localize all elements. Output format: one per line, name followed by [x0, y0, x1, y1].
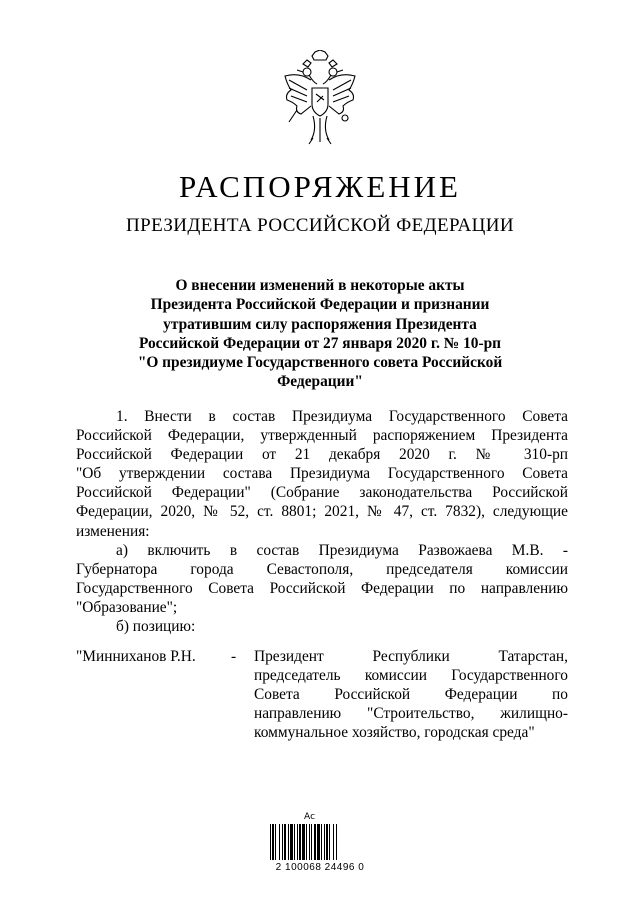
barcode-bar — [324, 824, 325, 860]
position-desc-line: председатель комиссии Государственного — [254, 667, 568, 685]
barcode-bar — [321, 824, 322, 860]
barcode-bar — [336, 824, 337, 860]
heading-line: "О президиуме Государственного совета Российской — [137, 354, 503, 372]
body-line: Федерации, 2020, № 52, ст. 8801; 2021, № 47, ст. 7832), следующие — [76, 503, 568, 521]
heading-line: Президента Российской Федерации и признании — [150, 296, 490, 314]
position-desc-line: коммунальное хозяйство, городская среда" — [254, 724, 535, 742]
barcode-bar — [302, 824, 305, 860]
body-line: Губернатора города Севастополя, председателя комиссии — [76, 560, 568, 578]
barcode-bar — [333, 824, 334, 860]
barcode-bar — [297, 824, 298, 860]
barcode-icon — [268, 824, 372, 860]
russian-coat-of-arms-icon — [281, 50, 359, 146]
document-title: РАСПОРЯЖЕНИЕ — [179, 169, 461, 204]
position-description — [254, 647, 568, 742]
document-subtitle: ПРЕЗИДЕНТА РОССИЙСКОЙ ФЕДЕРАЦИИ — [126, 215, 514, 236]
barcode-bar — [314, 824, 316, 860]
barcode-bar — [309, 824, 310, 860]
body-line: б) позицию: — [116, 618, 196, 636]
barcode-bar — [272, 824, 274, 860]
barcode-bar — [317, 824, 320, 860]
body-line: 1. Внести в состав Президиума Государственного Совета — [116, 408, 568, 425]
position-desc-line: направлению "Строительство, жилищно- — [254, 705, 568, 723]
barcode-bar — [294, 824, 295, 860]
barcode-bar — [306, 824, 307, 860]
body-line: а) включить в состав Президиума Развожаева М.В. - — [116, 541, 568, 559]
decree-body — [76, 407, 568, 636]
barcode-bar — [290, 824, 293, 860]
body-line: изменения: — [76, 522, 150, 540]
barcode-mark: Ас — [304, 812, 316, 822]
barcode-number: 2 100068 24496 0 — [275, 862, 365, 873]
barcode-bar — [299, 824, 301, 860]
body-line: Российской Федерации от 21 декабря 2020 г. № 310-рп — [76, 446, 568, 464]
heading-line: Российской Федерации от 27 января 2020 г. № 10-рп — [138, 334, 502, 352]
barcode-bar — [329, 824, 330, 860]
heading-line: Федерации" — [277, 373, 363, 391]
barcode-bar — [270, 824, 271, 860]
heading-line: утратившим силу распоряжения Президента — [163, 315, 477, 333]
barcode-bar — [284, 824, 286, 860]
position-dash: - — [231, 648, 237, 665]
position-name: "Минниханов Р.Н. — [76, 648, 196, 665]
document-barcode — [268, 812, 372, 872]
barcode-bar — [275, 824, 276, 860]
barcode-bar — [326, 824, 328, 860]
decree-heading — [100, 276, 540, 392]
body-line: "Об утверждении состава Президиума Государственного Совета — [76, 465, 568, 483]
body-line: "Образование"; — [76, 598, 178, 616]
heading-line: О внесении изменений в некоторые акты — [175, 277, 465, 294]
barcode-bar — [288, 824, 289, 860]
barcode-bar — [279, 824, 280, 860]
position-desc-line: Президент Республики Татарстан, — [254, 648, 568, 665]
position-desc-line: Совета Российской Федерации по — [254, 686, 568, 704]
barcode-bar — [311, 824, 312, 860]
body-line: Российской Федерации" (Собрание законодательства Российской — [76, 484, 568, 502]
body-line: Государственного Совета Российской Федерации по направлению — [76, 579, 568, 597]
barcode-bar — [282, 824, 283, 860]
body-line: Российской Федерации, утвержденный распоряжением Президента — [76, 427, 568, 445]
